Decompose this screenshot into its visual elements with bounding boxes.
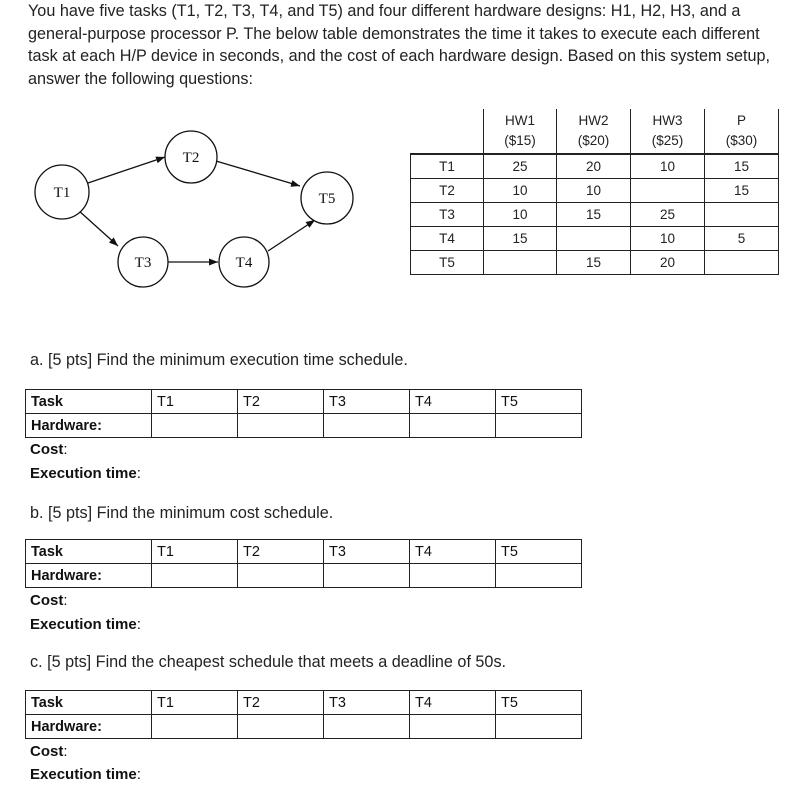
cell <box>484 251 557 275</box>
task-header: T4 <box>410 691 496 715</box>
edge-t1-t3 <box>78 210 118 246</box>
execution-time-field: Execution time: <box>30 616 141 633</box>
hardware-cell[interactable] <box>324 564 410 588</box>
hardware-cell[interactable] <box>496 715 582 739</box>
cell: 10 <box>484 203 557 227</box>
task-header: T2 <box>238 691 324 715</box>
cell: 10 <box>557 179 631 203</box>
execution-time-field: Execution time: <box>30 766 141 783</box>
cost-field: Cost: <box>30 441 68 458</box>
cell: 15 <box>557 203 631 227</box>
intro-paragraph: You have five tasks (T1, T2, T3, T4, and T5) and four different hardware designs: H1, H2, H3, and a general-purpose processor P. The below table demonstrates the time it takes to execute each different task at each H/P device in seconds, and the cost of each hardware design. Based on this system setup, answer the following questions: <box>28 2 771 88</box>
hardware-cell[interactable] <box>238 564 324 588</box>
hardware-cell[interactable] <box>238 414 324 438</box>
cell: 15 <box>484 227 557 251</box>
row-label: T3 <box>411 203 484 227</box>
task-header: T2 <box>238 540 324 564</box>
table-row <box>411 179 779 203</box>
node-label-t2: T2 <box>182 150 200 166</box>
task-header: T1 <box>152 390 238 414</box>
cost-field: Cost: <box>30 743 68 760</box>
question-c: c. [5 pts] Find the cheapest schedule that meets a deadline of 50s. <box>30 653 507 671</box>
table-row <box>411 227 779 251</box>
cell <box>557 227 631 251</box>
question-b: b. [5 pts] Find the minimum cost schedule. <box>30 504 334 522</box>
cell: 25 <box>484 154 557 179</box>
hardware-cell[interactable] <box>410 414 496 438</box>
task-label: Task <box>26 691 152 715</box>
cell: 10 <box>631 154 705 179</box>
hardware-cell[interactable] <box>496 564 582 588</box>
task-header: T4 <box>410 390 496 414</box>
row-label: T4 <box>411 227 484 251</box>
hardware-row <box>26 564 582 588</box>
cell: 25 <box>631 203 705 227</box>
node-label-t1: T1 <box>53 185 71 201</box>
task-header: T4 <box>410 540 496 564</box>
hardware-label: Hardware: <box>26 715 152 739</box>
graph-node-t5 <box>301 172 353 224</box>
task-label: Task <box>26 540 152 564</box>
task-header: T5 <box>496 540 582 564</box>
hardware-row <box>26 715 582 739</box>
hardware-cell[interactable] <box>410 715 496 739</box>
graph-node-t4 <box>219 237 269 287</box>
hardware-label: Hardware: <box>26 564 152 588</box>
cell <box>631 179 705 203</box>
table-row <box>411 203 779 227</box>
row-label: T1 <box>411 154 484 179</box>
node-label-t4: T4 <box>235 255 253 271</box>
cell <box>705 251 779 275</box>
task-row <box>26 540 582 564</box>
cell: 20 <box>557 154 631 179</box>
hardware-cell[interactable] <box>238 715 324 739</box>
hardware-cell[interactable] <box>496 414 582 438</box>
cell: 10 <box>631 227 705 251</box>
hardware-row <box>26 414 582 438</box>
cell: 15 <box>705 179 779 203</box>
hardware-cell[interactable] <box>152 414 238 438</box>
node-label-t5: T5 <box>318 191 336 207</box>
header-p: P ($30) <box>705 109 779 154</box>
task-row <box>26 390 582 414</box>
graph-node-t1 <box>35 165 89 219</box>
schedule-table-c <box>25 690 582 739</box>
execution-time-field: Execution time: <box>30 465 141 482</box>
schedule-table-b <box>25 539 582 588</box>
task-header: T2 <box>238 390 324 414</box>
hardware-cell[interactable] <box>324 414 410 438</box>
edge-t2-t5 <box>216 161 300 186</box>
header-hw2: HW2 ($20) <box>557 109 631 154</box>
graph-node-t3 <box>118 237 168 287</box>
node-label-t3: T3 <box>134 255 152 271</box>
table-row <box>411 251 779 275</box>
question-a: a. [5 pts] Find the minimum execution time schedule. <box>30 351 408 369</box>
cell <box>705 203 779 227</box>
header-hw3: HW3 ($25) <box>631 109 705 154</box>
task-header: T1 <box>152 691 238 715</box>
row-label: T5 <box>411 251 484 275</box>
schedule-table-a <box>25 389 582 438</box>
task-header: T3 <box>324 390 410 414</box>
row-label: T2 <box>411 179 484 203</box>
hardware-cell[interactable] <box>410 564 496 588</box>
execution-time-table <box>410 109 779 275</box>
hardware-cell[interactable] <box>324 715 410 739</box>
cell: 10 <box>484 179 557 203</box>
header-hw1: HW1 ($15) <box>484 109 557 154</box>
task-graph <box>0 0 400 300</box>
hardware-label: Hardware: <box>26 414 152 438</box>
graph-node-t2 <box>165 131 217 183</box>
edge-t1-t2 <box>88 157 165 183</box>
task-header: T5 <box>496 390 582 414</box>
hardware-cell[interactable] <box>152 564 238 588</box>
cell: 15 <box>557 251 631 275</box>
cell: 20 <box>631 251 705 275</box>
cell: 15 <box>705 154 779 179</box>
hardware-cell[interactable] <box>152 715 238 739</box>
cost-field: Cost: <box>30 592 68 609</box>
task-row <box>26 691 582 715</box>
task-header: T3 <box>324 691 410 715</box>
task-label: Task <box>26 390 152 414</box>
table-row <box>411 154 779 179</box>
task-header: T1 <box>152 540 238 564</box>
table-corner <box>411 109 484 154</box>
cell: 5 <box>705 227 779 251</box>
edge-t4-t5 <box>268 220 315 251</box>
task-header: T5 <box>496 691 582 715</box>
task-header: T3 <box>324 540 410 564</box>
